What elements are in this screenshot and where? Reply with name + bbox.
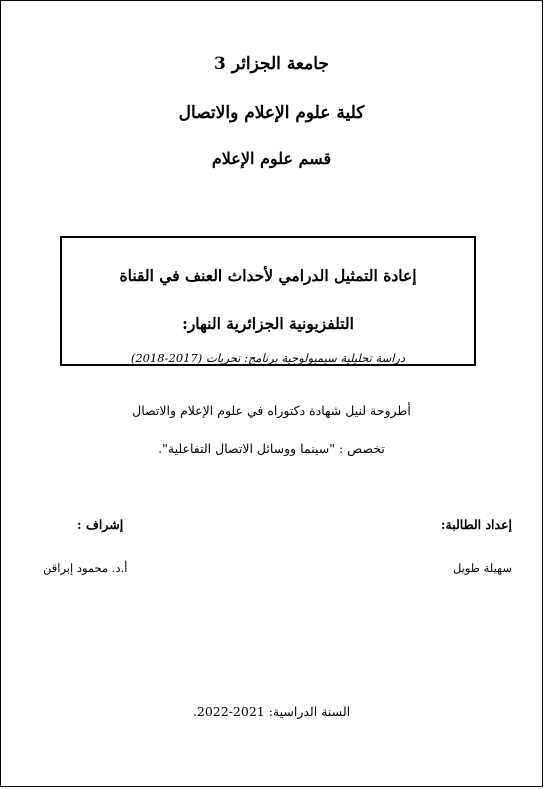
student-name: سهيلة طويل	[452, 561, 512, 575]
academic-year: السنة الدراسية: 2021-2022.	[192, 704, 351, 719]
supervisor-label: إشراف :	[77, 517, 124, 532]
university-name: جامعة الجزائر 3	[214, 54, 329, 74]
thesis-title-box	[60, 236, 476, 366]
faculty-name: كلية علوم الإعلام والاتصال	[178, 103, 365, 123]
thesis-subtitle: دراسة تحليلية سيميولوجية برنامج: تحريات (2017-2018)	[130, 351, 406, 365]
thesis-specialty: تخصص : "سينما ووسائل الاتصال التفاعلية".	[158, 441, 385, 456]
department-name: قسم علوم الإعلام	[211, 149, 332, 168]
thesis-title-line-1: إعادة التمثيل الدرامي لأحداث العنف في القناة	[119, 266, 417, 285]
supervisor-name: أ.د. محمود إبراقن	[43, 561, 128, 575]
thesis-purpose: أطروحة لنيل شهادة دكتوراه في علوم الإعلام والاتصال	[132, 403, 411, 418]
student-label: إعداد الطالبة:	[440, 517, 512, 532]
thesis-title-line-2: التلفزيونية الجزائرية النهار:	[182, 314, 354, 333]
